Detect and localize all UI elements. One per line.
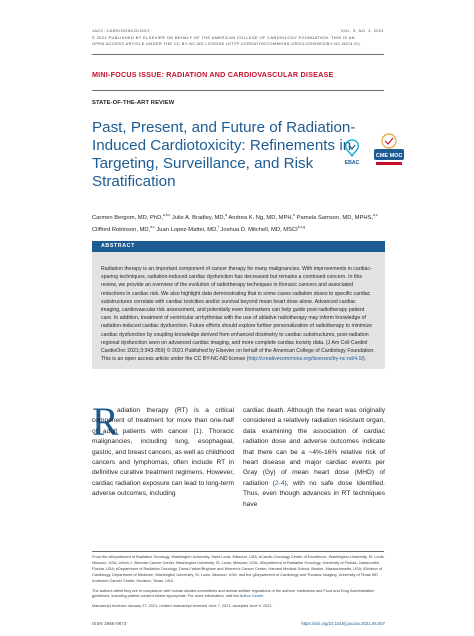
footnote-divider	[92, 551, 384, 552]
paragraph-text: ). Thoracic malignancies, including lung, esophageal, gastric, and breast cancers, as well as childhood cancers and lymphomas, often include RT in definitive curative treatment regimens. However, cardiac radiation exposure can lead to long-term adverse outcomes, including	[92, 427, 235, 498]
ebac-logo-icon	[340, 137, 364, 167]
reference-link[interactable]: 2-4	[274, 479, 285, 487]
affiliation-marker: a,c	[150, 224, 155, 229]
affiliation-marker: e	[293, 213, 296, 217]
reference-link[interactable]: 1	[195, 427, 200, 435]
author-name[interactable]: Andrea K. Ng, MD, MPH,	[227, 214, 294, 221]
journal-name: JACC: CARDIOONCOLOGY	[92, 28, 150, 33]
affiliation-marker: a,c	[373, 213, 378, 217]
paragraph-text: adiation therapy (RT) is a critical component of treatment for more than one-half of adult patients with cancer (	[92, 407, 234, 435]
ebac-label: EBAC	[344, 160, 360, 166]
footnotes	[92, 555, 386, 610]
ebac-badge[interactable]	[340, 137, 364, 167]
body-column-right	[243, 406, 385, 510]
journal-header	[92, 28, 362, 47]
affiliation-marker: f	[217, 224, 219, 229]
abstract-heading: ABSTRACT	[101, 243, 135, 249]
doi-link[interactable]: https://doi.org/10.1016/j.jaccao.2021.06.007	[301, 621, 385, 626]
affiliation-marker: b,c,g	[297, 224, 306, 229]
abstract-closing: ).	[362, 356, 367, 363]
author-name[interactable]: Julie A. Bradley, MD,	[170, 214, 226, 221]
abstract-panel	[92, 252, 385, 369]
author-center-link[interactable]: Author Center	[239, 594, 264, 599]
paragraph-text: cardiac death. Although the heart was originally considered a relatively radiation resistant organ, data examining the association of cardiac radiation dose and adverse outcomes indicate that there can be a ~4%-16% relative risk of heart disease and major cardiac events per Gray (Gy) of mean heart dose (MHD) of radiation (	[243, 407, 385, 487]
license-notice: © 2021 PUBLISHED BY ELSEVIER ON BEHALF OF THE AMERICAN COLLEGE OF CARDIOLOGY FOUNDATION. THIS IS AN OPEN ACCESS ARTICLE UNDER THE CC BY-NC-ND LICENSE (HTTP://CREATIVECOMMONS.ORG/LICENSES/BY-NC-ND/4.0/).	[92, 35, 362, 47]
issue-divider	[92, 90, 384, 91]
paragraph-text: ), with no safe dose identified. Thus, even though advances in RT techniques have	[243, 479, 385, 508]
body-column-left	[92, 406, 234, 500]
cme-label: CME	[375, 153, 389, 159]
affiliation-marker: d	[225, 213, 228, 217]
license-link[interactable]: http://creativecommons.org/licenses/by-nc-nd/4.0/	[248, 356, 363, 363]
compliance-end: .	[263, 594, 265, 599]
author-name[interactable]: Pamela Samson, MD, MPHS,	[295, 214, 374, 221]
volume-issue: VOL. 3, NO. 3, 2021	[341, 28, 384, 33]
author-name[interactable]: Clifford Robinson, MD,	[92, 226, 151, 233]
author-name[interactable]: Carmen Bergom, MD, PhD,	[92, 214, 163, 221]
abstract-header	[92, 241, 385, 252]
article-title: Past, Present, and Future of Radiation-Induced Cardiotoxicity: Refinements in Targeting, Surveillance, and Risk Stratification	[92, 119, 356, 190]
section-label: STATE-OF-THE-ART REVIEW	[92, 100, 175, 106]
intro-paragraph	[92, 406, 234, 500]
author-list	[92, 211, 384, 234]
compliance-note	[92, 589, 386, 601]
drop-cap: R	[92, 399, 119, 444]
abstract-text: Radiation therapy is an important component of cancer therapy for many malignancies. With improvements in cardiac-sparing techniques, radiation-induced cardiac dysfunction has decreased but remains a continued concern. In this review, we provide an overview of the evolution of radiotherapy techniques in thoracic cancers and associated reductions in cardiac risk. We also highlight data demonstrating that in some cases radiation doses to specific cardiac substructures correlate with cardiac toxicities and/or survival beyond mean heart dose alone. Advanced cardiac imaging, cardiovascular risk assessment, and potentially even biomarkers can help guide post-radiotherapy patient care. In addition, treatment of ventricular arrhythmias with the use of ablative radiotherapy may inform knowledge of radiation-induced cardiac dysfunction. Future efforts should explore further personalization of radiotherapy to minimize cardiac dysfunction by coupling knowledge derived from enhanced dosimetry to cardiac substructures, post-radiation regional dysfunction seen on advanced cardiac imaging, and more complete cardiac toxicity data. (J Am Coll Cardiol CardioOnc 2021;3:343-359) © 2021 Published by Elsevier on behalf of the American College of Cardiology Foundation. This is an open access article under the CC BY-NC-ND license (	[101, 266, 375, 363]
author-name[interactable]: Joshua D. Mitchell, MD, MSCI	[218, 226, 298, 233]
issn: ISSN 2666-0873	[92, 621, 127, 626]
cme-moc-icon	[372, 132, 406, 168]
affiliations-note: From the aDepartment of Radiation Oncology, Washington University, Saint Louis, Missouri, USA; bCardio-Oncology Center of Excellence, Washington University, St. Louis, Missouri, USA; cAlvin J. Siteman Cancer Center, Washington University, St. Louis, Missouri, USA; dDepartment of Radiation Oncology, University of Florida, Jacksonville, Florida, USA; eDepartment of Radiation Oncology, Dana-Farber/Brigham and Women's Cancer Center, Harvard Medical School, Boston, Massachusetts, USA; fDivision of Cardiology, Department of Medicine, Washington University, St. Louis, Missouri, USA; and the gDepartment of Cardiology and Thoracic Imaging, University of Texas MD Anderson Cancer Center, Houston, Texas, USA.	[92, 555, 385, 583]
issue-label: MINI-FOCUS ISSUE: RADIATION AND CARDIOVASCULAR DISEASE	[92, 70, 334, 79]
moc-label: MOC	[389, 153, 403, 159]
cme-moc-badge[interactable]	[372, 132, 406, 168]
manuscript-dates: Manuscript received January 27, 2021; revised manuscript received June 7, 2021, accepted June 9, 2021.	[92, 604, 273, 609]
author-name[interactable]: Juan Lopez-Mattei, MD,	[154, 226, 218, 233]
compliance-text: The authors attest they are in compliance with human studies committees and animal welfare regulations of the authors' institutions and Food and Drug Administration guidelines, including patient consent where appropriate. For more information, visit the	[92, 588, 375, 599]
header-divider	[92, 54, 384, 55]
affiliation-marker: a,b,c	[162, 213, 171, 217]
